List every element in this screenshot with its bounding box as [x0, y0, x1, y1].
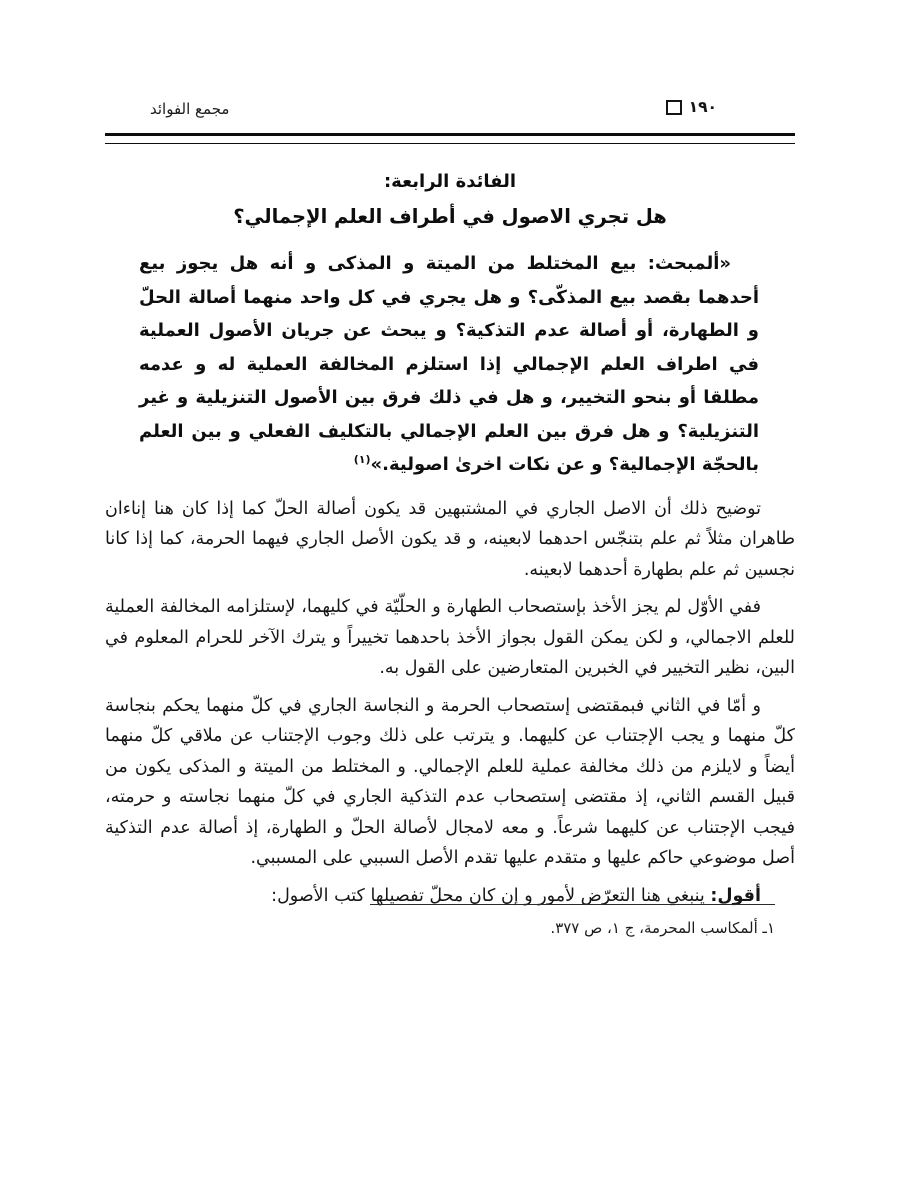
paragraph-author-comment — [105, 881, 795, 912]
section-title-line2: هل تجري الاصول في أطراف العلم الإجمالي؟ — [233, 205, 667, 228]
body-column — [105, 247, 795, 918]
open-square-icon — [666, 100, 682, 115]
footnote-citation: ١ـ ألمكاسب المحرمة، ج ١، ص ٣٧٧. — [550, 919, 775, 937]
paragraph-second-case: و أمّا في الثاني فبمقتضى إستصحاب الحرمة و النجاسة الجاري في كلّ منهما يحكم بنجاسة كلّ منهما و يجب الإجتناب عن كليهما. و يترتب على ذلك وجوب الإجتناب عن ملاقي كلّ منهما أيضاً و لايلزم من ذلك مخالفة عملية للعلم الإجمالي. و المختلط من الميتة و المذكى يكون من قبيل القسم الثاني، إذ مقتضى إستصحاب عدم التذكية الجاري في كلّ منهما نجاسته و حرمته، فيجب الإجتناب عن كليهما شرعاً. و معه لامجال لأصالة الحلّ و الطهارة، إذ أصالة عدم التذكية أصل موضوعي حاكم عليها و متقدم عليها تقدم الأصل السببي على المسببي. — [105, 695, 795, 868]
quote-text: «ألمبحث: بيع المختلط من الميتة و المذكى و أنه هل يجوز بيع أحدهما بقصد بيع المذكّى؟ و هل يجري في كل واحد منهما أصالة الحلّ و الطهارة، أو أصالة عدم التذكية؟ و يبحث عن جريان الأصول العملية في اطراف العلم الإجمالي إذا استلزم المخالفة العملية له و عدمه مطلقا أو بنحو التخيير، و هل في ذلك فرق بين الأصول التنزيلية و غير التنزيلية؟ و هل فرق بين العلم الإجمالي بالتكليف الفعلي و بين العلم بالحجّة الإجمالية؟ و عن نكات اخرىٰ اصولية.» — [139, 253, 759, 475]
paragraph-first-case: ففي الأوّل لم يجز الأخذ بإستصحاب الطهارة و الحلّيّة في كليهما، لإستلزامه المخالفة العملية للعلم الاجمالي، و لكن يمكن القول بجواز الأخذ باحدهما تخييراً و يترك الآخر للحرام المعلوم في البين، نظير التخيير في الخبرين المتعارضين على القول به. — [105, 597, 795, 678]
running-header — [105, 98, 795, 128]
paragraph-explanation: توضيح ذلك أن الاصل الجاري في المشتبهين قد يكون أصالة الحلّ كما إذا كان هنا إناءان طاهران مثلاً ثم علم بتنجّس احدهما لابعينه، و قد يكون الأصل الجاري فيهما الحرمة، كما إذا كانا نجسين ثم علم بطهارة أحدهما لابعينه. — [105, 498, 795, 580]
header-double-rule — [105, 133, 795, 144]
author-comment-lead: أقول: — [710, 885, 761, 906]
author-comment-rest: ينبغي هنا التعرّض لأمور و إن كان محلّ تفصيلها كتب الأصول: — [271, 885, 711, 906]
quoted-passage — [139, 247, 759, 482]
book-title: مجمع الفوائد — [150, 100, 230, 118]
footnote-reference-marker: (١) — [353, 453, 371, 466]
page-number: ١٩٠ — [688, 98, 717, 116]
footnote-separator — [370, 904, 775, 905]
page-number-block — [666, 98, 717, 116]
section-title-line1: الفائدة الرابعة: — [383, 171, 517, 192]
